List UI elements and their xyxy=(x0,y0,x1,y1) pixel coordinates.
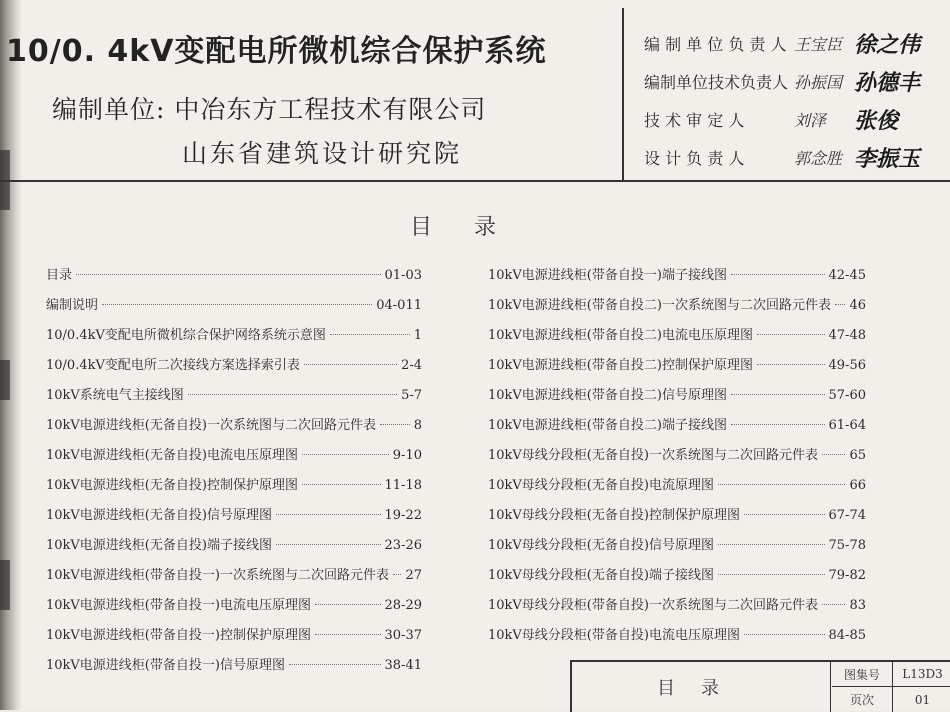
toc-leader-dots xyxy=(835,304,846,305)
toc-entry xyxy=(488,624,866,654)
atlas-number-label: 图集号 xyxy=(832,662,893,687)
signature: 郭念胜 xyxy=(794,149,843,168)
page-number-label: 页次 xyxy=(832,687,893,712)
toc-entry-title: 10kV电源进线柜(无备自投)信号原理图 xyxy=(46,508,272,523)
toc-entry-pages: 11-18 xyxy=(384,478,422,493)
toc-entry-title: 10kV电源进线柜(带备自投一)控制保护原理图 xyxy=(46,628,311,643)
binding-mark xyxy=(0,560,10,610)
toc-leader-dots xyxy=(718,574,825,575)
toc-leader-dots xyxy=(731,274,825,275)
toc-entry xyxy=(488,264,866,294)
toc-entry-pages: 38-41 xyxy=(384,658,422,673)
toc-leader-dots xyxy=(718,544,825,545)
toc-entry-title: 10/0.4kV变配电所二次接线方案选择索引表 xyxy=(46,358,300,373)
toc-entry-title: 编制说明 xyxy=(46,298,99,313)
signature: 王宝臣 xyxy=(794,35,843,54)
toc-entry-pages: 67-74 xyxy=(828,508,866,523)
toc-leader-dots xyxy=(744,634,825,635)
toc-entry-pages: 9-10 xyxy=(392,448,422,463)
toc-leader-dots xyxy=(744,514,825,515)
toc-entry-title: 10kV电源进线柜(无备自投)端子接线图 xyxy=(46,538,272,553)
toc-entry xyxy=(46,384,422,414)
resp-role: 编制单位技术负责人 xyxy=(644,73,789,92)
toc-leader-dots xyxy=(315,604,381,605)
toc-entry xyxy=(46,654,422,684)
toc-entry-title: 10kV电源进线柜(带备自投二)控制保护原理图 xyxy=(488,358,753,373)
resp-role: 编 制 单 位 负 责 人 xyxy=(644,35,787,54)
toc-entry xyxy=(46,414,422,444)
toc-entry-title: 10kV系统电气主接线图 xyxy=(46,388,184,403)
toc-entry-pages: 83 xyxy=(849,598,866,613)
toc-entry-title: 10kV母线分段柜(无备自投)端子接线图 xyxy=(488,568,714,583)
toc-entry-title: 10kV电源进线柜(带备自投一)电流电压原理图 xyxy=(46,598,311,613)
toc-entry xyxy=(46,474,422,504)
toc-leader-dots xyxy=(289,664,381,665)
toc-leader-dots xyxy=(304,364,397,365)
header xyxy=(0,0,950,182)
toc-entry xyxy=(46,594,422,624)
signature: 孙德丰 xyxy=(854,71,921,96)
toc-entry-pages: 30-37 xyxy=(384,628,422,643)
signature: 李振玉 xyxy=(854,147,921,172)
toc-entry-title: 10kV电源进线柜(带备自投一)端子接线图 xyxy=(488,268,727,283)
toc-entry-pages: 49-56 xyxy=(828,358,866,373)
toc-entry-title: 10/0.4kV变配电所微机综合保护网络系统示意图 xyxy=(46,328,326,343)
toc-entry xyxy=(488,594,866,624)
toc-entry-pages: 65 xyxy=(849,448,866,463)
toc-entry-pages: 5-7 xyxy=(401,388,422,403)
toc-entry xyxy=(488,504,866,534)
compiling-unit-second: 山东省建筑设计研究院 xyxy=(182,139,463,168)
toc-leader-dots xyxy=(757,364,825,365)
toc-leader-dots xyxy=(822,454,846,455)
toc-entry xyxy=(46,444,422,474)
toc-entry-title: 10kV母线分段柜(带备自投)一次系统图与二次回路元件表 xyxy=(488,598,818,613)
toc-entry xyxy=(488,384,866,414)
toc-entry-pages: 28-29 xyxy=(384,598,422,613)
toc-left-column xyxy=(46,264,422,684)
toc-entry-title: 10kV电源进线柜(带备自投二)电流电压原理图 xyxy=(488,328,753,343)
atlas-title: 10/0. 4kV变配电所微机综合保护系统 xyxy=(6,34,547,69)
toc-leader-dots xyxy=(188,394,397,395)
toc-entry-pages: 19-22 xyxy=(384,508,422,523)
toc-leader-dots xyxy=(302,454,389,455)
atlas-number-value: L13D3 xyxy=(893,662,950,687)
toc-entry-pages: 79-82 xyxy=(828,568,866,583)
toc-entry-title: 10kV电源进线柜(带备自投二)信号原理图 xyxy=(488,388,727,403)
signature: 张俊 xyxy=(854,109,899,134)
toc-entry-pages: 04-011 xyxy=(376,298,422,313)
contents-heading: 目录 xyxy=(410,215,539,240)
toc-entry xyxy=(488,474,866,504)
toc-entry xyxy=(46,624,422,654)
toc-leader-dots xyxy=(731,424,825,425)
toc-entry-pages: 42-45 xyxy=(828,268,866,283)
toc-leader-dots xyxy=(302,484,381,485)
toc-leader-dots xyxy=(757,334,825,335)
toc-entry-pages: 23-26 xyxy=(384,538,422,553)
toc-leader-dots xyxy=(822,604,846,605)
toc-entry xyxy=(46,294,422,324)
toc-entry-pages: 8 xyxy=(413,418,422,433)
toc-entry-pages: 46 xyxy=(849,298,866,313)
resp-role: 设 计 负 责 人 xyxy=(644,149,745,168)
toc-entry-pages: 01-03 xyxy=(384,268,422,283)
compiling-unit-line: 编制单位: 中冶东方工程技术有限公司 xyxy=(52,95,487,124)
toc-entry xyxy=(46,264,422,294)
toc-entry-title: 10kV电源进线柜(无备自投)一次系统图与二次回路元件表 xyxy=(46,418,376,433)
toc-entry xyxy=(46,564,422,594)
toc-entry xyxy=(46,354,422,384)
resp-role: 技 术 审 定 人 xyxy=(644,111,745,130)
signature: 徐之伟 xyxy=(854,33,921,58)
toc-leader-dots xyxy=(718,484,846,485)
toc-entry-title: 10kV电源进线柜(带备自投二)一次系统图与二次回路元件表 xyxy=(488,298,831,313)
toc-entry-pages: 75-78 xyxy=(828,538,866,553)
toc-leader-dots xyxy=(393,574,402,575)
title-block xyxy=(570,660,950,712)
toc-leader-dots xyxy=(731,394,825,395)
toc-leader-dots xyxy=(276,544,381,545)
toc-entry-title: 10kV电源进线柜(无备自投)控制保护原理图 xyxy=(46,478,298,493)
toc-entry xyxy=(488,354,866,384)
toc-entry-pages: 47-48 xyxy=(828,328,866,343)
toc-entry-title: 10kV母线分段柜(无备自投)一次系统图与二次回路元件表 xyxy=(488,448,818,463)
toc-entry xyxy=(488,324,866,354)
toc-entry-title: 10kV母线分段柜(无备自投)控制保护原理图 xyxy=(488,508,740,523)
toc-entry xyxy=(488,414,866,444)
toc-right-column xyxy=(488,264,866,654)
toc-entry-pages: 27 xyxy=(405,568,422,583)
toc-entry xyxy=(488,564,866,594)
toc-leader-dots xyxy=(380,424,410,425)
toc-entry-title: 目录 xyxy=(46,268,73,283)
responsibility-block xyxy=(622,8,950,180)
toc-entry xyxy=(488,294,866,324)
toc-leader-dots xyxy=(276,514,381,515)
toc-entry-title: 10kV电源进线柜(带备自投二)端子接线图 xyxy=(488,418,727,433)
toc-entry xyxy=(46,324,422,354)
binding-mark xyxy=(0,360,10,400)
toc-entry-title: 10kV电源进线柜(带备自投一)一次系统图与二次回路元件表 xyxy=(46,568,389,583)
toc-leader-dots xyxy=(315,634,381,635)
page-number-value: 01 xyxy=(914,692,931,707)
toc-entry xyxy=(46,534,422,564)
toc-entry-pages: 2-4 xyxy=(401,358,422,373)
toc-entry-pages: 1 xyxy=(413,328,422,343)
toc-leader-dots xyxy=(330,334,410,335)
signature: 孙振国 xyxy=(794,73,843,92)
toc-entry-title: 10kV电源进线柜(无备自投)电流电压原理图 xyxy=(46,448,298,463)
toc-entry xyxy=(488,444,866,474)
toc-entry-title: 10kV电源进线柜(带备自投一)信号原理图 xyxy=(46,658,285,673)
toc-entry xyxy=(488,534,866,564)
toc-entry xyxy=(46,504,422,534)
toc-entry-pages: 61-64 xyxy=(828,418,866,433)
toc-entry-pages: 66 xyxy=(849,478,866,493)
title-block-name: 目录 xyxy=(572,662,831,712)
toc-leader-dots xyxy=(102,304,372,305)
toc-entry-title: 10kV母线分段柜(带备自投)电流电压原理图 xyxy=(488,628,740,643)
toc-entry-pages: 84-85 xyxy=(828,628,866,643)
toc-entry-title: 10kV母线分段柜(无备自投)信号原理图 xyxy=(488,538,714,553)
toc-leader-dots xyxy=(76,274,381,275)
toc-entry-pages: 57-60 xyxy=(828,388,866,403)
signature: 刘泽 xyxy=(794,111,827,130)
toc-entry-title: 10kV母线分段柜(无备自投)电流原理图 xyxy=(488,478,714,493)
